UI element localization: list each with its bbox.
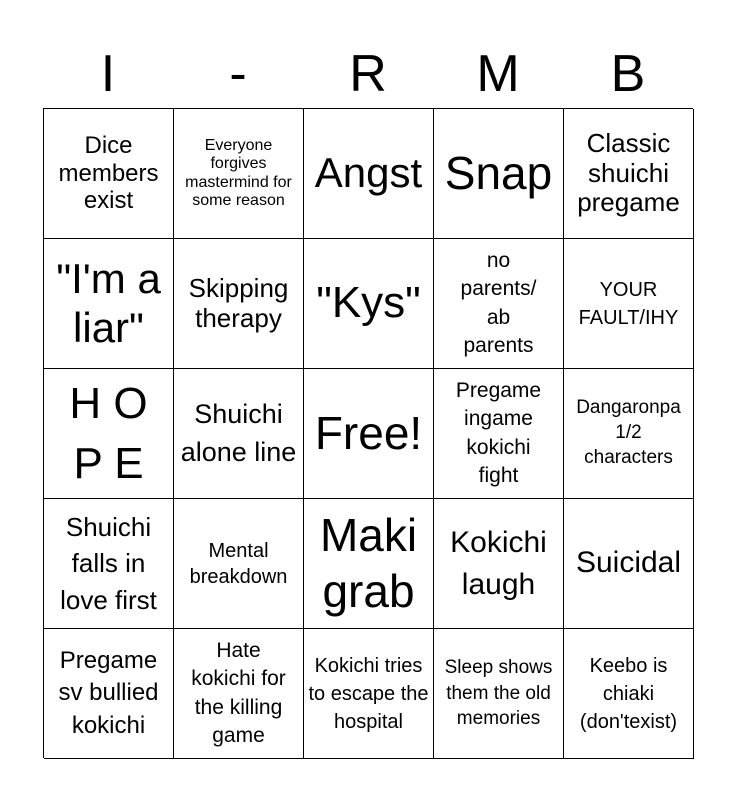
cell-text: Shuichi falls in love first [60,511,157,615]
cell-text: Dice members exist [58,132,159,215]
bingo-cell[interactable] [434,109,564,239]
bingo-cell[interactable] [44,629,174,759]
cell-text: Suicidal [575,546,682,580]
cell-text: Snap [444,146,553,199]
header-letter: M [476,45,520,103]
cell-text: Pregame sv bullied kokichi [58,646,159,739]
cell-text: Kokichi laugh [450,525,547,601]
bingo-board [43,108,693,758]
header-letter: B [610,45,646,103]
bingo-cell[interactable] [564,239,694,369]
bingo-header [43,40,693,108]
bingo-cell[interactable] [304,629,434,759]
cell-text: "Kys" [316,278,421,328]
bingo-cell[interactable] [434,239,564,369]
cell-text: no parents/ ab parents [460,248,537,357]
bingo-cell[interactable] [304,499,434,629]
header-letter: R [349,45,387,103]
cell-text: Keebo is chiaki (don'texist) [579,654,678,733]
cell-text: Angst [314,149,423,197]
cell-text: YOUR FAULT/IHY [578,278,679,329]
cell-text: H O P E [69,379,148,488]
bingo-cell[interactable] [174,369,304,499]
bingo-cell[interactable] [44,499,174,629]
cell-text: Sleep shows them the old memories [444,657,553,730]
cell-text: Dangaronpa 1/2 characters [576,397,681,468]
cell-text: Shuichi alone line [180,398,297,467]
bingo-cell[interactable] [174,629,304,759]
bingo-cell[interactable] [44,109,174,239]
cell-text: Mental breakdown [189,539,288,588]
cell-text: Maki grab [319,509,418,617]
bingo-cell[interactable] [434,369,564,499]
bingo-cell[interactable] [174,239,304,369]
bingo-cell[interactable] [564,369,694,499]
bingo-cell[interactable] [564,499,694,629]
cell-text: Skipping therapy [188,272,289,333]
bingo-cell[interactable] [564,109,694,239]
bingo-cell[interactable] [304,239,434,369]
header-letter: - [229,45,247,103]
cell-text: Pregame ingame kokichi fight [455,378,542,487]
header-letter: I [100,45,116,103]
cell-text: Hate kokichi for the killing game [191,638,286,747]
cell-text: Classic shuichi pregame [577,127,680,218]
bingo-cell[interactable] [434,499,564,629]
bingo-cell[interactable] [44,369,174,499]
bingo-cell[interactable] [434,629,564,759]
cell-text: Free! [314,406,423,459]
cell-text: "I'm a liar" [56,255,161,351]
cell-text: Everyone forgives mastermind for some reason [185,136,292,209]
bingo-cell[interactable] [564,629,694,759]
bingo-cell[interactable] [174,499,304,629]
bingo-cell[interactable] [174,109,304,239]
cell-text: Kokichi tries to escape the hospital [308,654,429,733]
bingo-cell[interactable] [44,239,174,369]
bingo-cell[interactable] [304,369,434,499]
bingo-cell[interactable] [304,109,434,239]
